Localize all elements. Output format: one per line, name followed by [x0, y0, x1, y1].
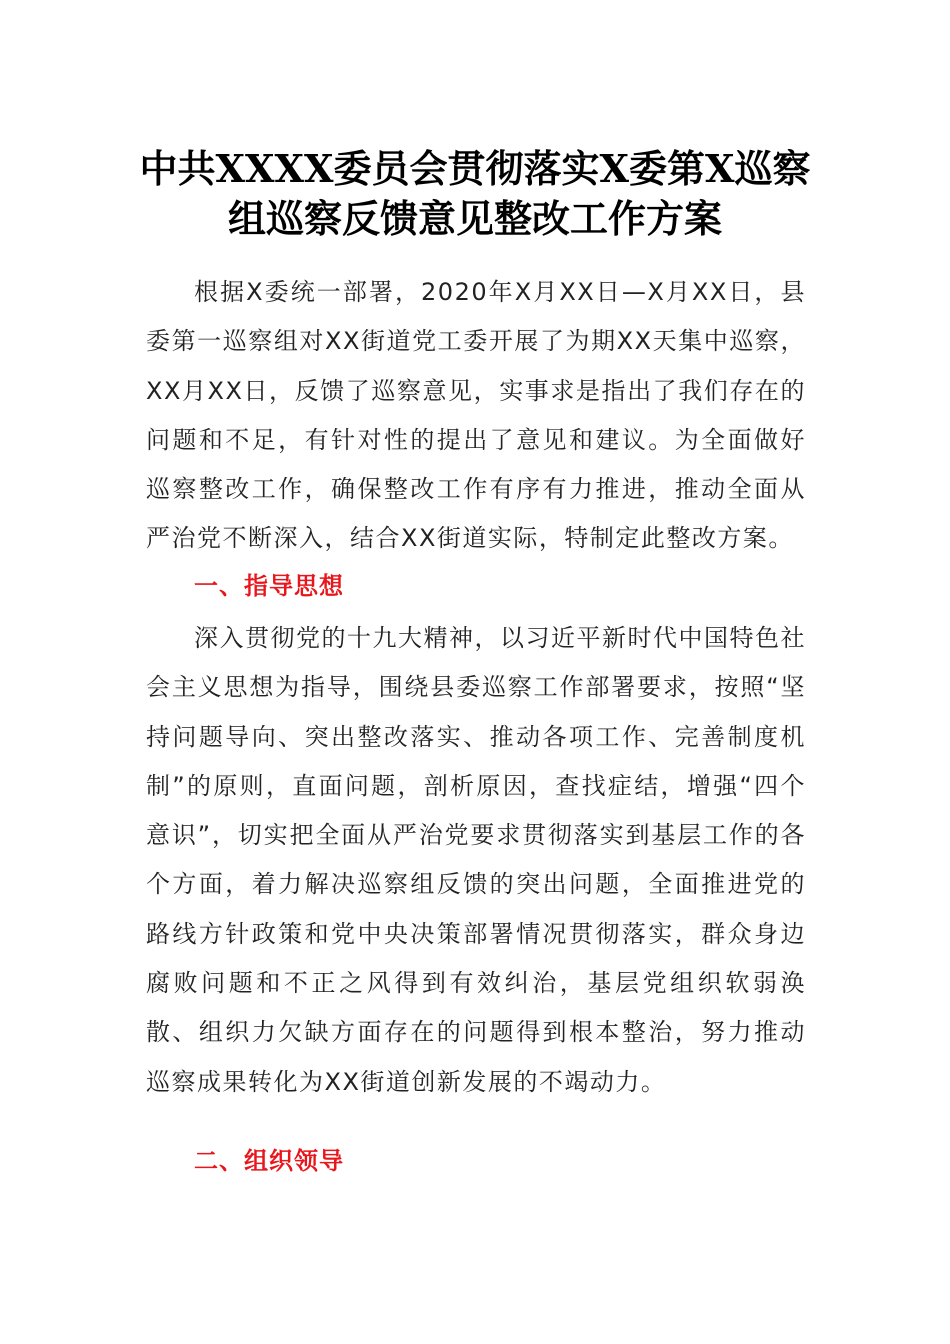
intro-paragraph: 根据X委统一部署，2020年X月XX日—X月XX日，县委第一巡察组对XX街道党工委开展了为期XX天集中巡察，XX月XX日，反馈了巡察意见，实事求是指出了我们存在的问题和不足，有针对性的提出了意见和建议。为全面做好巡察整改工作，确保整改工作有序有力推进，推动全面从严治党不断深入，结合XX街道实际，特制定此整改方案。	[146, 278, 806, 553]
document-title-line-2: 组巡察反馈意见整改工作方案	[227, 196, 722, 241]
guiding-thought-paragraph: 深入贯彻党的十九大精神，以习近平新时代中国特色社会主义思想为指导，围绕县委巡察工作部署要求，按照“坚持问题导向、突出整改落实、推动各项工作、完善制度机制”的原则，直面问题，剖析原因，查找症结，增强“四个意识”，切实把全面从严治党要求贯彻落实到基层工作的各个方面，着力解决巡察组反馈的突出问题，全面推进党的路线方针政策和党中央决策部署情况贯彻落实，群众身边腐败问题和不正之风得到有效纠治，基层党组织软弱涣散、组织力欠缺方面存在的问题得到根本整治，努力推动巡察成果转化为XX街道创新发展的不竭动力。	[146, 624, 806, 1096]
section-heading-guiding-thought: 一、指导思想	[194, 572, 344, 600]
section-heading-organization-leadership: 二、组织领导	[194, 1147, 344, 1175]
document-title-line-1: 中共XXXX委员会贯彻落实X委第X巡察	[139, 146, 811, 191]
